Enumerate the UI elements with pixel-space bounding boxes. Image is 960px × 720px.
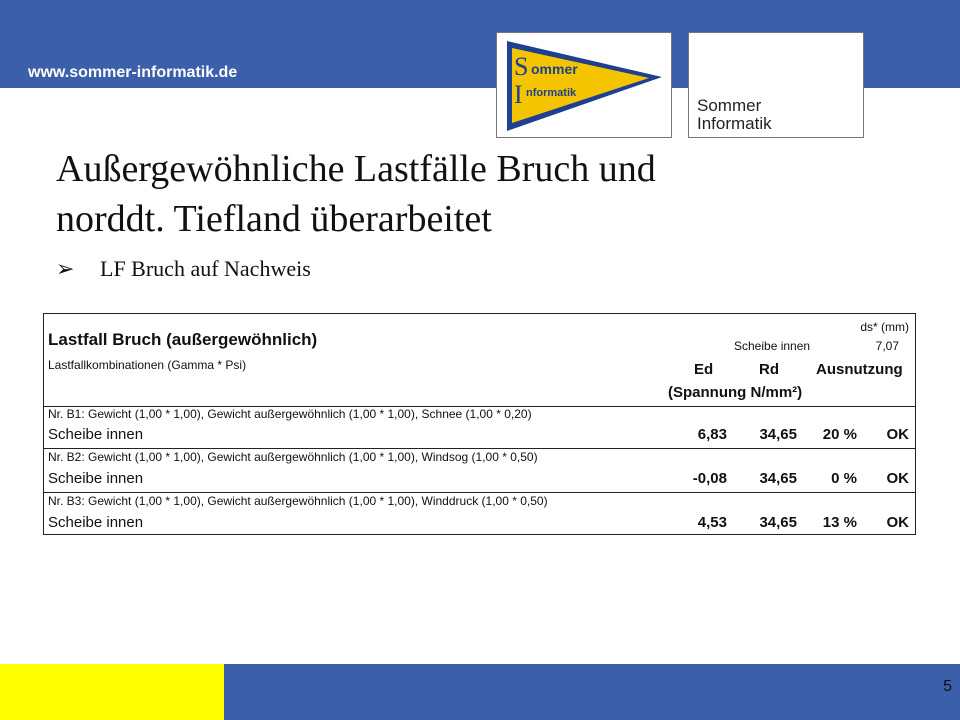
logo-text-line2: Informatik: [697, 114, 772, 133]
ds-value: 7,07: [875, 339, 899, 353]
status-b3: OK: [886, 514, 909, 531]
ed-value-b1: 6,83: [697, 426, 727, 443]
load-case-table: [43, 313, 916, 535]
rd-value-b3: 34,65: [759, 514, 797, 531]
status-b2: OK: [886, 470, 909, 487]
combo-label-b3: Nr. B3: Gewicht (1,00 * 1,00), Gewicht außergewöhnlich (1,00 * 1,00), Winddruck (1,00 * 0,50): [48, 494, 548, 508]
pennant-word-nformatik: nformatik: [526, 87, 577, 99]
row-divider: [44, 492, 915, 493]
pennant-logo: [496, 32, 672, 138]
ed-value-b3: 4,53: [697, 514, 727, 531]
bullet-text: LF Bruch auf Nachweis: [100, 256, 311, 281]
ds-header: ds* (mm): [860, 320, 909, 334]
row-divider: [44, 448, 915, 449]
ds-label: Scheibe innen: [734, 339, 811, 353]
site-url: www.sommer-informatik.de: [28, 64, 238, 81]
slide-title-line1: Außergewöhnliche Lastfälle Bruch und: [56, 148, 656, 190]
bullet-item: [56, 256, 311, 282]
page-number: 5: [943, 678, 952, 695]
status-b1: OK: [886, 426, 909, 443]
footer-yellow-block: [0, 664, 224, 720]
rd-value-b2: 34,65: [759, 470, 797, 487]
table-subtitle: Lastfallkombinationen (Gamma * Psi): [48, 358, 247, 372]
column-header-ausnutzung: Ausnutzung: [816, 361, 903, 378]
row-name-b1: Scheibe innen: [48, 426, 144, 443]
ed-value-b2: -0,08: [692, 470, 727, 487]
combo-label-b1: Nr. B1: Gewicht (1,00 * 1,00), Gewicht außergewöhnlich (1,00 * 1,00), Schnee (1,00 * 0,20): [48, 407, 532, 421]
slide-title: [56, 144, 756, 244]
rd-value-b1: 34,65: [759, 426, 797, 443]
utilization-b2: 0 %: [831, 470, 857, 487]
pennant-logo-graphic: [497, 33, 671, 137]
row-name-b3: Scheibe innen: [48, 514, 144, 531]
row-name-b2: Scheibe innen: [48, 470, 144, 487]
text-logo: [688, 32, 864, 138]
utilization-b3: 13 %: [822, 514, 857, 531]
column-header-rd: Rd: [759, 361, 779, 378]
pennant-initial-i: I: [514, 80, 523, 109]
utilization-b1: 20 %: [822, 426, 857, 443]
pennant-initial-s: S: [514, 52, 529, 81]
table-title: Lastfall Bruch (außergewöhnlich): [48, 330, 318, 349]
combo-label-b2: Nr. B2: Gewicht (1,00 * 1,00), Gewicht außergewöhnlich (1,00 * 1,00), Windsog (1,00 * 0,50): [48, 450, 538, 464]
pennant-word-ommer: ommer: [531, 61, 578, 77]
column-header-ed: Ed: [694, 361, 714, 378]
logo-text-line1: Sommer: [697, 96, 762, 115]
arrow-bullet-icon: ➢: [56, 256, 75, 281]
slide-title-line2: norddt. Tiefland überarbeitet: [56, 198, 492, 240]
unit-label: (Spannung N/mm²): [668, 384, 803, 401]
